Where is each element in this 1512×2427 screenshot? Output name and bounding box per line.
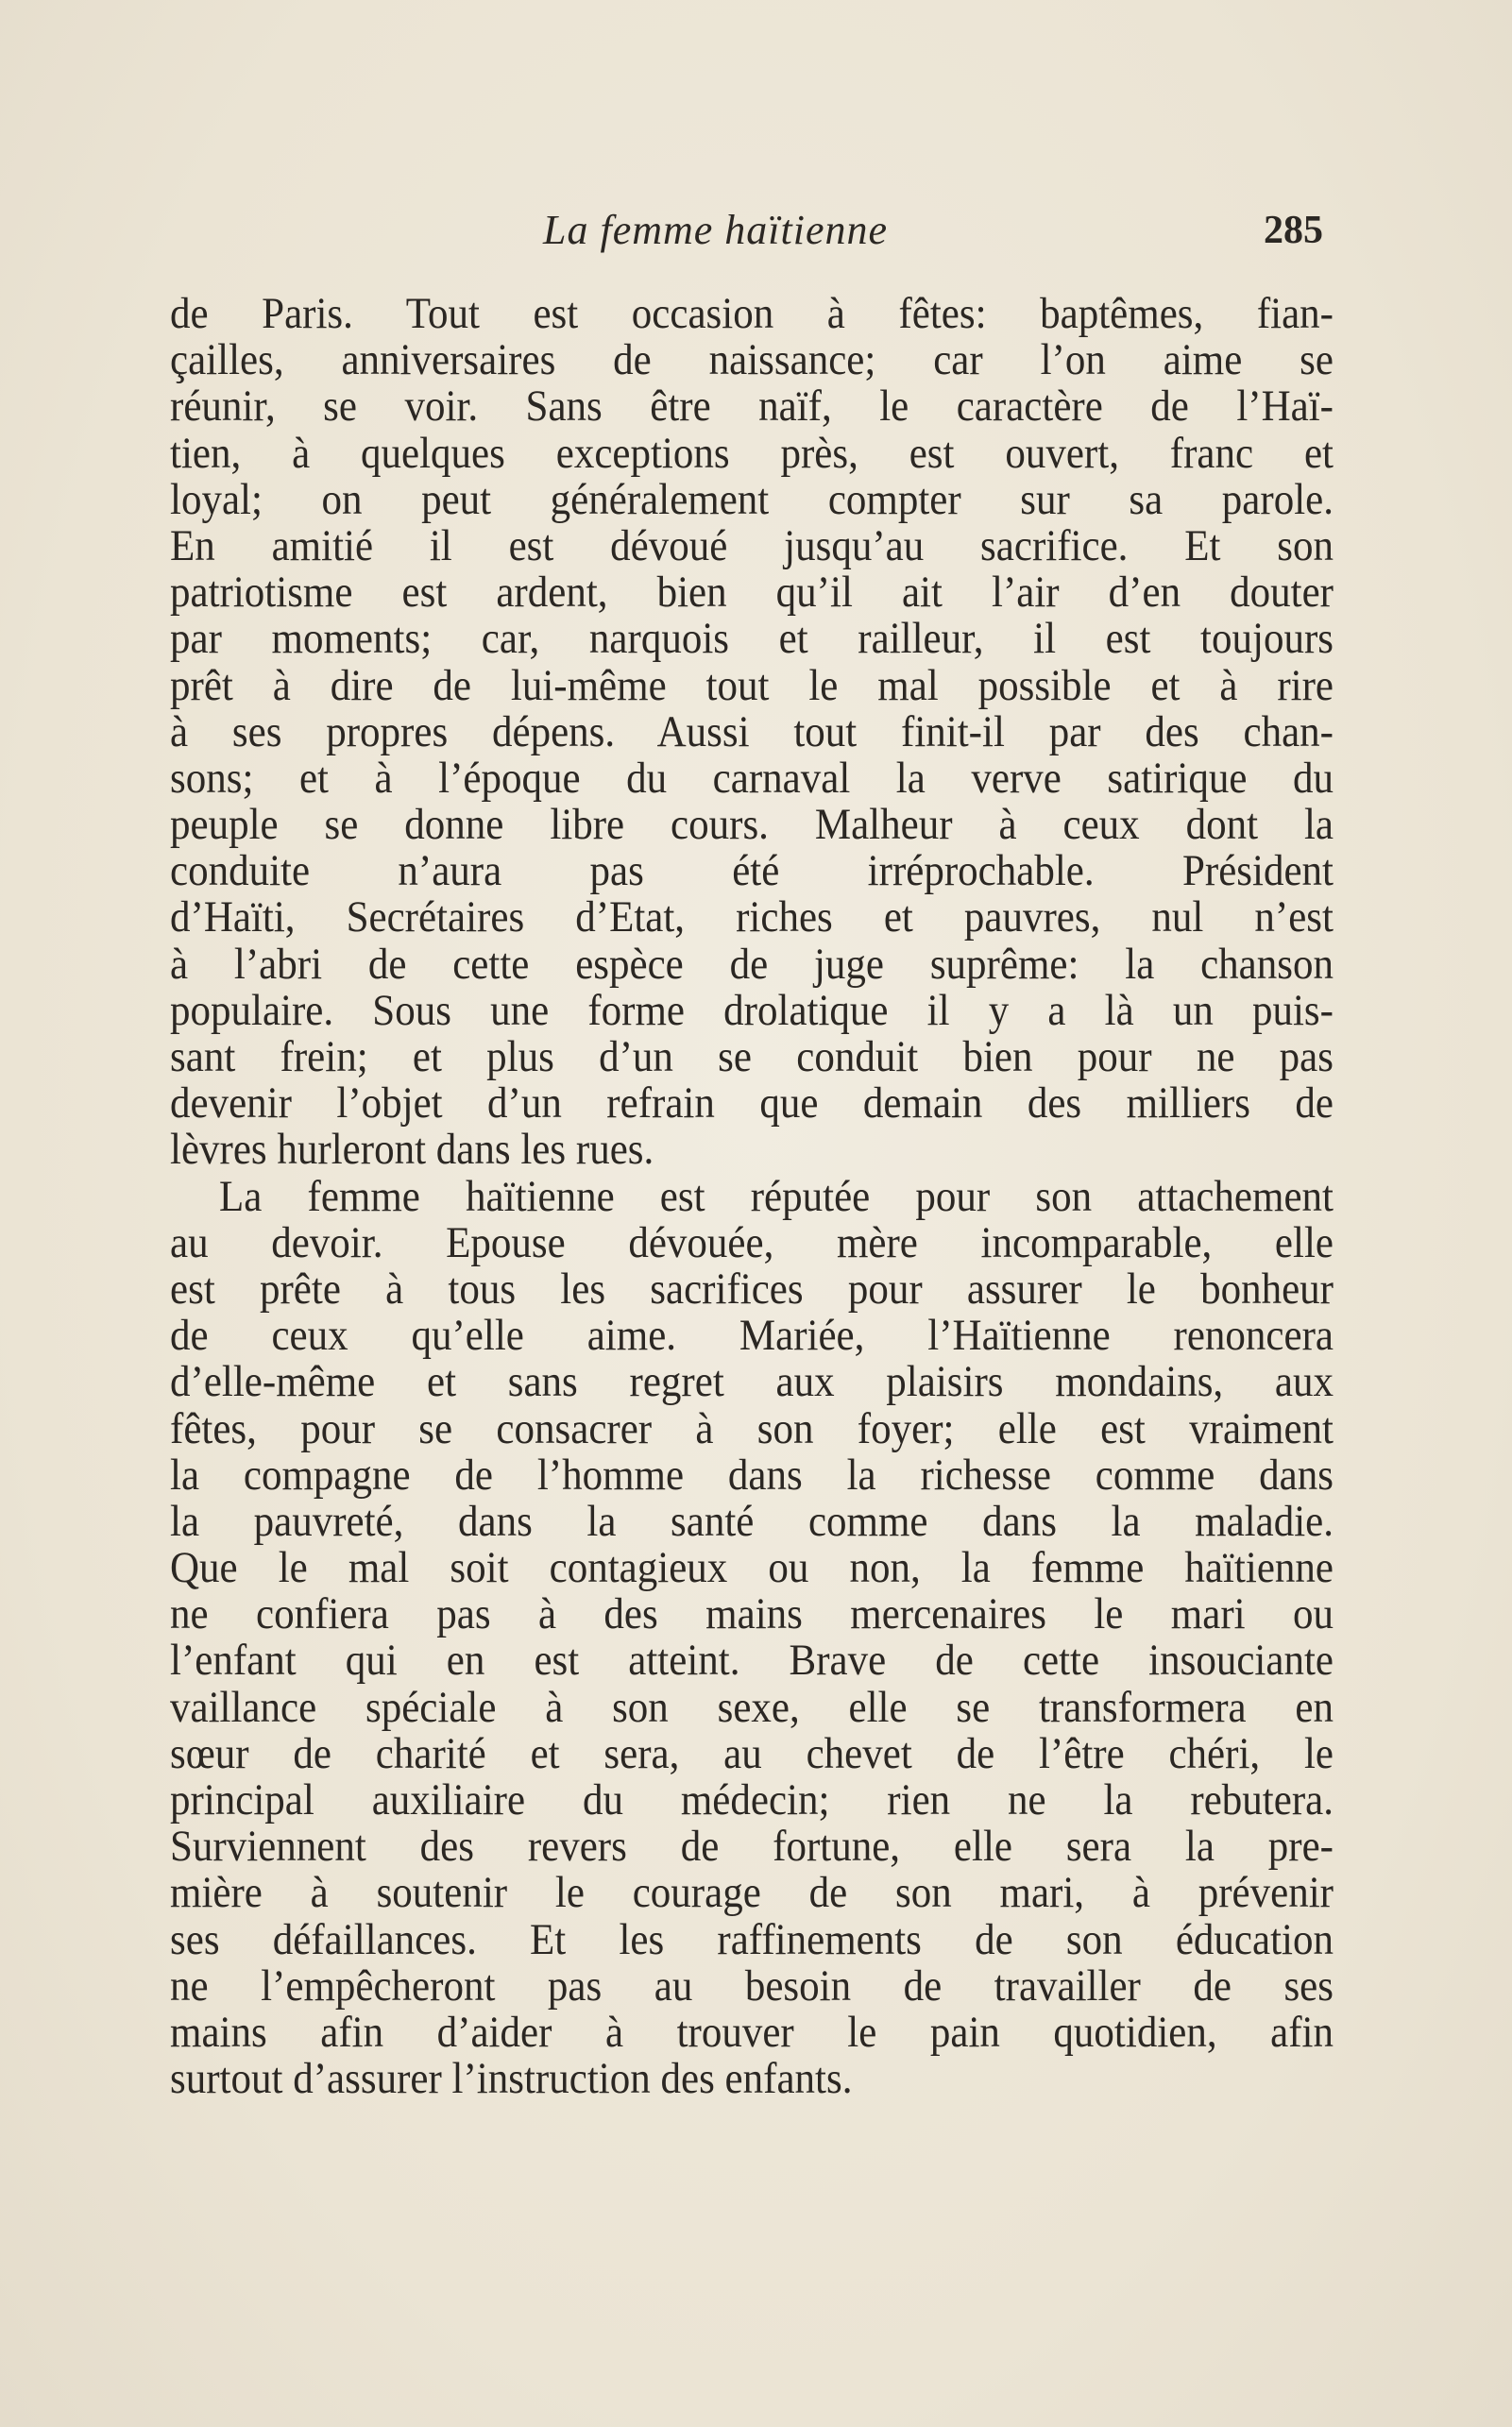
text-line: la pauvreté, dans la santé comme dans la maladie.	[170, 1497, 1334, 1546]
text-line: de ceux qu’elle aime. Mariée, l’Haïtienne renoncera	[170, 1312, 1334, 1360]
text-line: d’Haïti, Secrétaires d’Etat, riches et pauvres, nul n’est	[170, 893, 1334, 942]
text-line: populaire. Sous une forme drolatique il y a là un puis-	[170, 986, 1334, 1035]
text-line: Que le mal soit contagieux ou non, la femme haïtienne	[170, 1544, 1334, 1592]
text-line: tien, à quelques exceptions près, est ouvert, franc et	[170, 429, 1334, 478]
text-line: ne confiera pas à des mains mercenaires le mari ou	[170, 1590, 1334, 1639]
text-line: En amitié il est dévoué jusqu’au sacrifice. Et son	[170, 522, 1334, 570]
text-line: ne l’empêcheront pas au besoin de travailler de ses	[170, 1961, 1334, 2011]
body-text	[170, 291, 1334, 2102]
text-line: loyal; on peut généralement compter sur sa parole.	[170, 475, 1334, 524]
text-line: à ses propres dépens. Aussi tout finit-il par des chan-	[170, 707, 1334, 756]
text-line: de Paris. Tout est occasion à fêtes: baptêmes, fian-	[170, 290, 1334, 338]
text-line: ses défaillances. Et les raffinements de son éducation	[170, 1915, 1334, 1964]
paragraph	[170, 291, 1334, 1174]
text-line: l’enfant qui en est atteint. Brave de cette insouciante	[170, 1637, 1334, 1686]
text-line: réunir, se voir. Sans être naïf, le caractère de l’Haï-	[170, 382, 1334, 432]
text-line: çailles, anniversaires de naissance; car l’on aime se	[170, 336, 1334, 385]
text-line: est prête à tous les sacrifices pour assurer le bonheur	[170, 1265, 1334, 1314]
text-line: d’elle-même et sans regret aux plaisirs mondains, aux	[170, 1358, 1334, 1407]
text-line: mière à soutenir le courage de son mari, à prévenir	[170, 1869, 1334, 1918]
text-line: sant frein; et plus d’un se conduit bien pour ne pas	[170, 1033, 1334, 1081]
text-line: vaillance spéciale à son sexe, elle se transformera en	[170, 1683, 1334, 1732]
paragraph	[170, 1174, 1334, 2103]
text-line: Surviennent des revers de fortune, elle sera la pre-	[170, 1823, 1334, 1872]
text-line: conduite n’aura pas été irréprochable. Président	[170, 847, 1334, 896]
text-line: fêtes, pour se consacrer à son foyer; elle est vraiment	[170, 1404, 1334, 1453]
text-line: sœur de charité et sera, au chevet de l’être chéri, le	[170, 1729, 1334, 1778]
page-number: 285	[1264, 209, 1323, 252]
text-line: prêt à dire de lui-même tout le mal possible et à rire	[170, 661, 1334, 710]
text-line: mains afin d’aider à trouver le pain quotidien, afin	[170, 2009, 1334, 2057]
text-line: par moments; car, narquois et railleur, il est toujours	[170, 615, 1334, 664]
text-line: principal auxiliaire du médecin; rien ne la rebutera.	[170, 1776, 1334, 1824]
running-title: La femme haïtienne	[543, 207, 889, 253]
text-line: peuple se donne libre cours. Malheur à ceux dont la	[170, 801, 1334, 849]
text-line: surtout d’assurer l’instruction des enfants.	[170, 2055, 853, 2103]
text-line: la compagne de l’homme dans la richesse comme dans	[170, 1451, 1334, 1500]
text-line: lèvres hurleront dans les rues.	[170, 1126, 654, 1175]
text-line: à l’abri de cette espèce de juge suprême: la chanson	[170, 940, 1334, 989]
text-line: sons; et à l’époque du carnaval la verve satirique du	[170, 754, 1334, 803]
text-line: au devoir. Epouse dévouée, mère incomparable, elle	[170, 1218, 1334, 1267]
text-line: patriotisme est ardent, bien qu’il ait l’air d’en douter	[170, 569, 1334, 617]
text-line: La femme haïtienne est réputée pour son attachement	[219, 1172, 1334, 1221]
text-line: devenir l’objet d’un refrain que demain des milliers de	[170, 1079, 1334, 1129]
